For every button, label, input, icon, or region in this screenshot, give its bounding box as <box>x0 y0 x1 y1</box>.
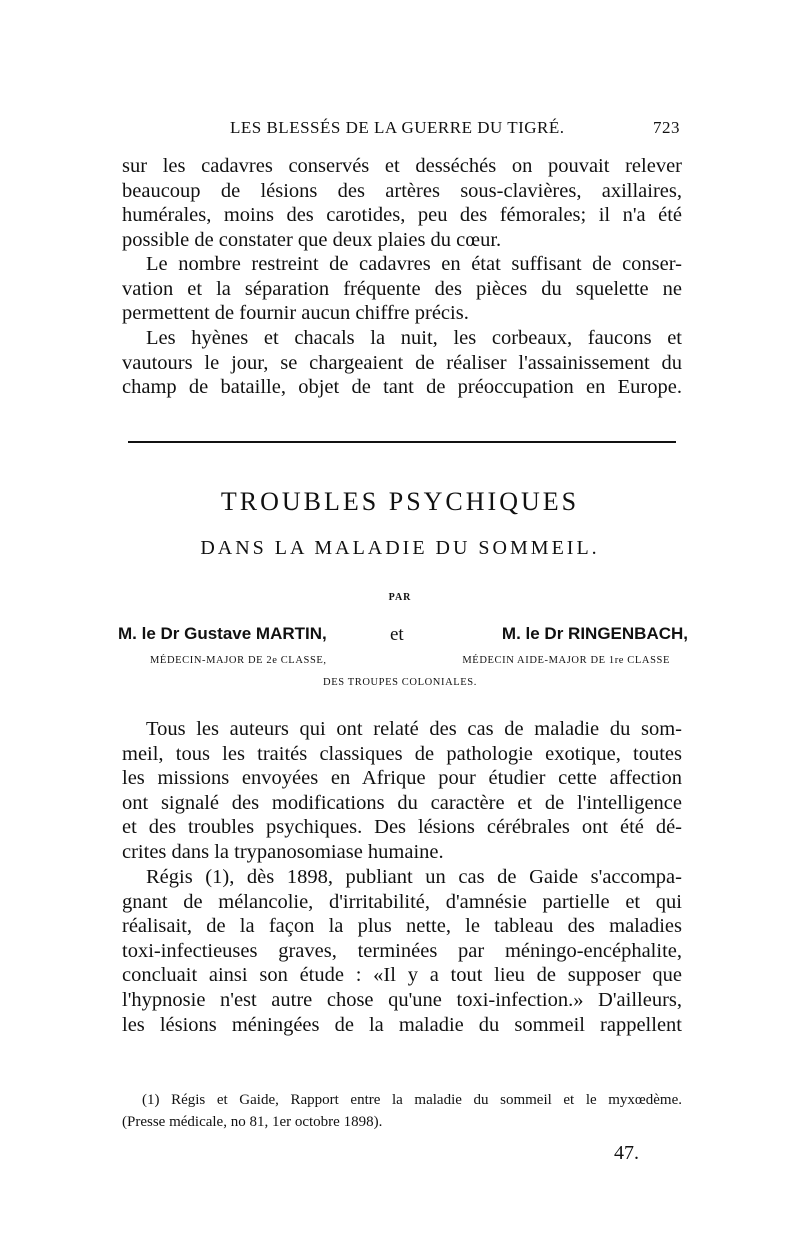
article-title: TROUBLES PSYCHIQUES <box>220 487 580 516</box>
authors-line <box>118 624 688 648</box>
text-line: beaucoup de lésions des artères sous-clavières, axillaires, <box>122 179 682 202</box>
author-conjunction: et <box>390 624 404 645</box>
text-line: vation et la séparation fréquente des pièces du squelette ne <box>122 277 682 300</box>
footnote-line: (1) Régis et Gaide, Rapport entre la maladie du sommeil et le myxœdème. <box>142 1092 682 1108</box>
author-roles <box>150 655 670 671</box>
paragraph-scavengers <box>122 326 682 400</box>
text-line: Régis (1), dès 1898, publiant un cas de Gaide s'accompa- <box>146 866 682 888</box>
role-ringenbach: MÉDECIN AIDE-MAJOR DE 1re CLASSE <box>462 655 670 666</box>
running-title: LES BLESSÉS DE LA GUERRE DU TIGRÉ. <box>230 118 565 137</box>
running-header <box>124 118 680 142</box>
text-line: crites dans la trypanosomiase humaine. <box>122 840 444 863</box>
text-line: permettent de fournir aucun chiffre précis. <box>122 302 469 325</box>
text-line: gnant de mélancolie, d'irritabilité, d'amnésie partielle et qui <box>122 890 682 913</box>
text-line: humérales, moins des carotides, peu des fémorales; il n'a été <box>122 204 682 227</box>
text-line: possible de constater que deux plaies du cœur. <box>122 228 502 251</box>
text-line: sur les cadavres conservés et desséchés on pouvait relever <box>122 155 682 177</box>
paragraph-conservation <box>122 252 682 326</box>
article-subtitle: DANS LA MALADIE DU SOMMEIL. <box>200 537 600 559</box>
text-line: meil, tous les traités classiques de pathologie exotique, toutes <box>122 742 682 765</box>
text-line: Tous les auteurs qui ont relaté des cas de maladie du som- <box>146 718 682 740</box>
text-line: ont signalé des modifications du caractère et de l'intelligence <box>122 791 682 814</box>
text-line: réalisait, de la façon la plus nette, le tableau des maladies <box>122 915 682 938</box>
author-ringenbach: M. le Dr RINGENBACH, <box>501 624 688 643</box>
author-corps: DES TROUPES COLONIALES. <box>323 677 477 688</box>
text-line: champ de bataille, objet de tant de préoccupation en Europe. <box>122 376 682 399</box>
text-line: les lésions méningées de la maladie du sommeil rappellent <box>122 1013 682 1036</box>
page-number: 723 <box>653 118 680 137</box>
by-label: PAR <box>388 592 412 603</box>
text-line: Les hyènes et chacals la nuit, les corbeaux, faucons et <box>146 327 682 349</box>
text-line: Le nombre restreint de cadavres en état suffisant de conser- <box>146 253 682 275</box>
paragraph-continuation <box>122 154 682 252</box>
text-line: l'hypnosie n'est autre chose qu'une toxi-infection.» D'ailleurs, <box>122 988 682 1011</box>
text-line: vautours le jour, se chargeaient de réaliser l'assainissement du <box>122 351 682 374</box>
text-line: toxi-infectieuses graves, terminées par méningo-encéphalite, <box>122 939 682 962</box>
text-line: concluait ainsi son étude : «Il y a tout lieu de supposer que <box>122 964 682 987</box>
footnote-line: (Presse médicale, no 81, 1er octobre 1898). <box>122 1114 383 1130</box>
paragraph-regis <box>122 865 682 1037</box>
role-martin: MÉDECIN-MAJOR DE 2e CLASSE, <box>150 655 327 666</box>
section-divider <box>128 441 676 443</box>
text-line: et des troubles psychiques. Des lésions cérébrales ont été dé- <box>122 816 682 839</box>
paragraph-intro <box>122 717 682 865</box>
text-line: les missions envoyées en Afrique pour étudier cette affection <box>122 767 682 790</box>
author-martin: M. le Dr Gustave MARTIN, <box>118 624 327 643</box>
signature-mark: 47. <box>614 1142 639 1164</box>
footnote <box>122 1089 682 1133</box>
